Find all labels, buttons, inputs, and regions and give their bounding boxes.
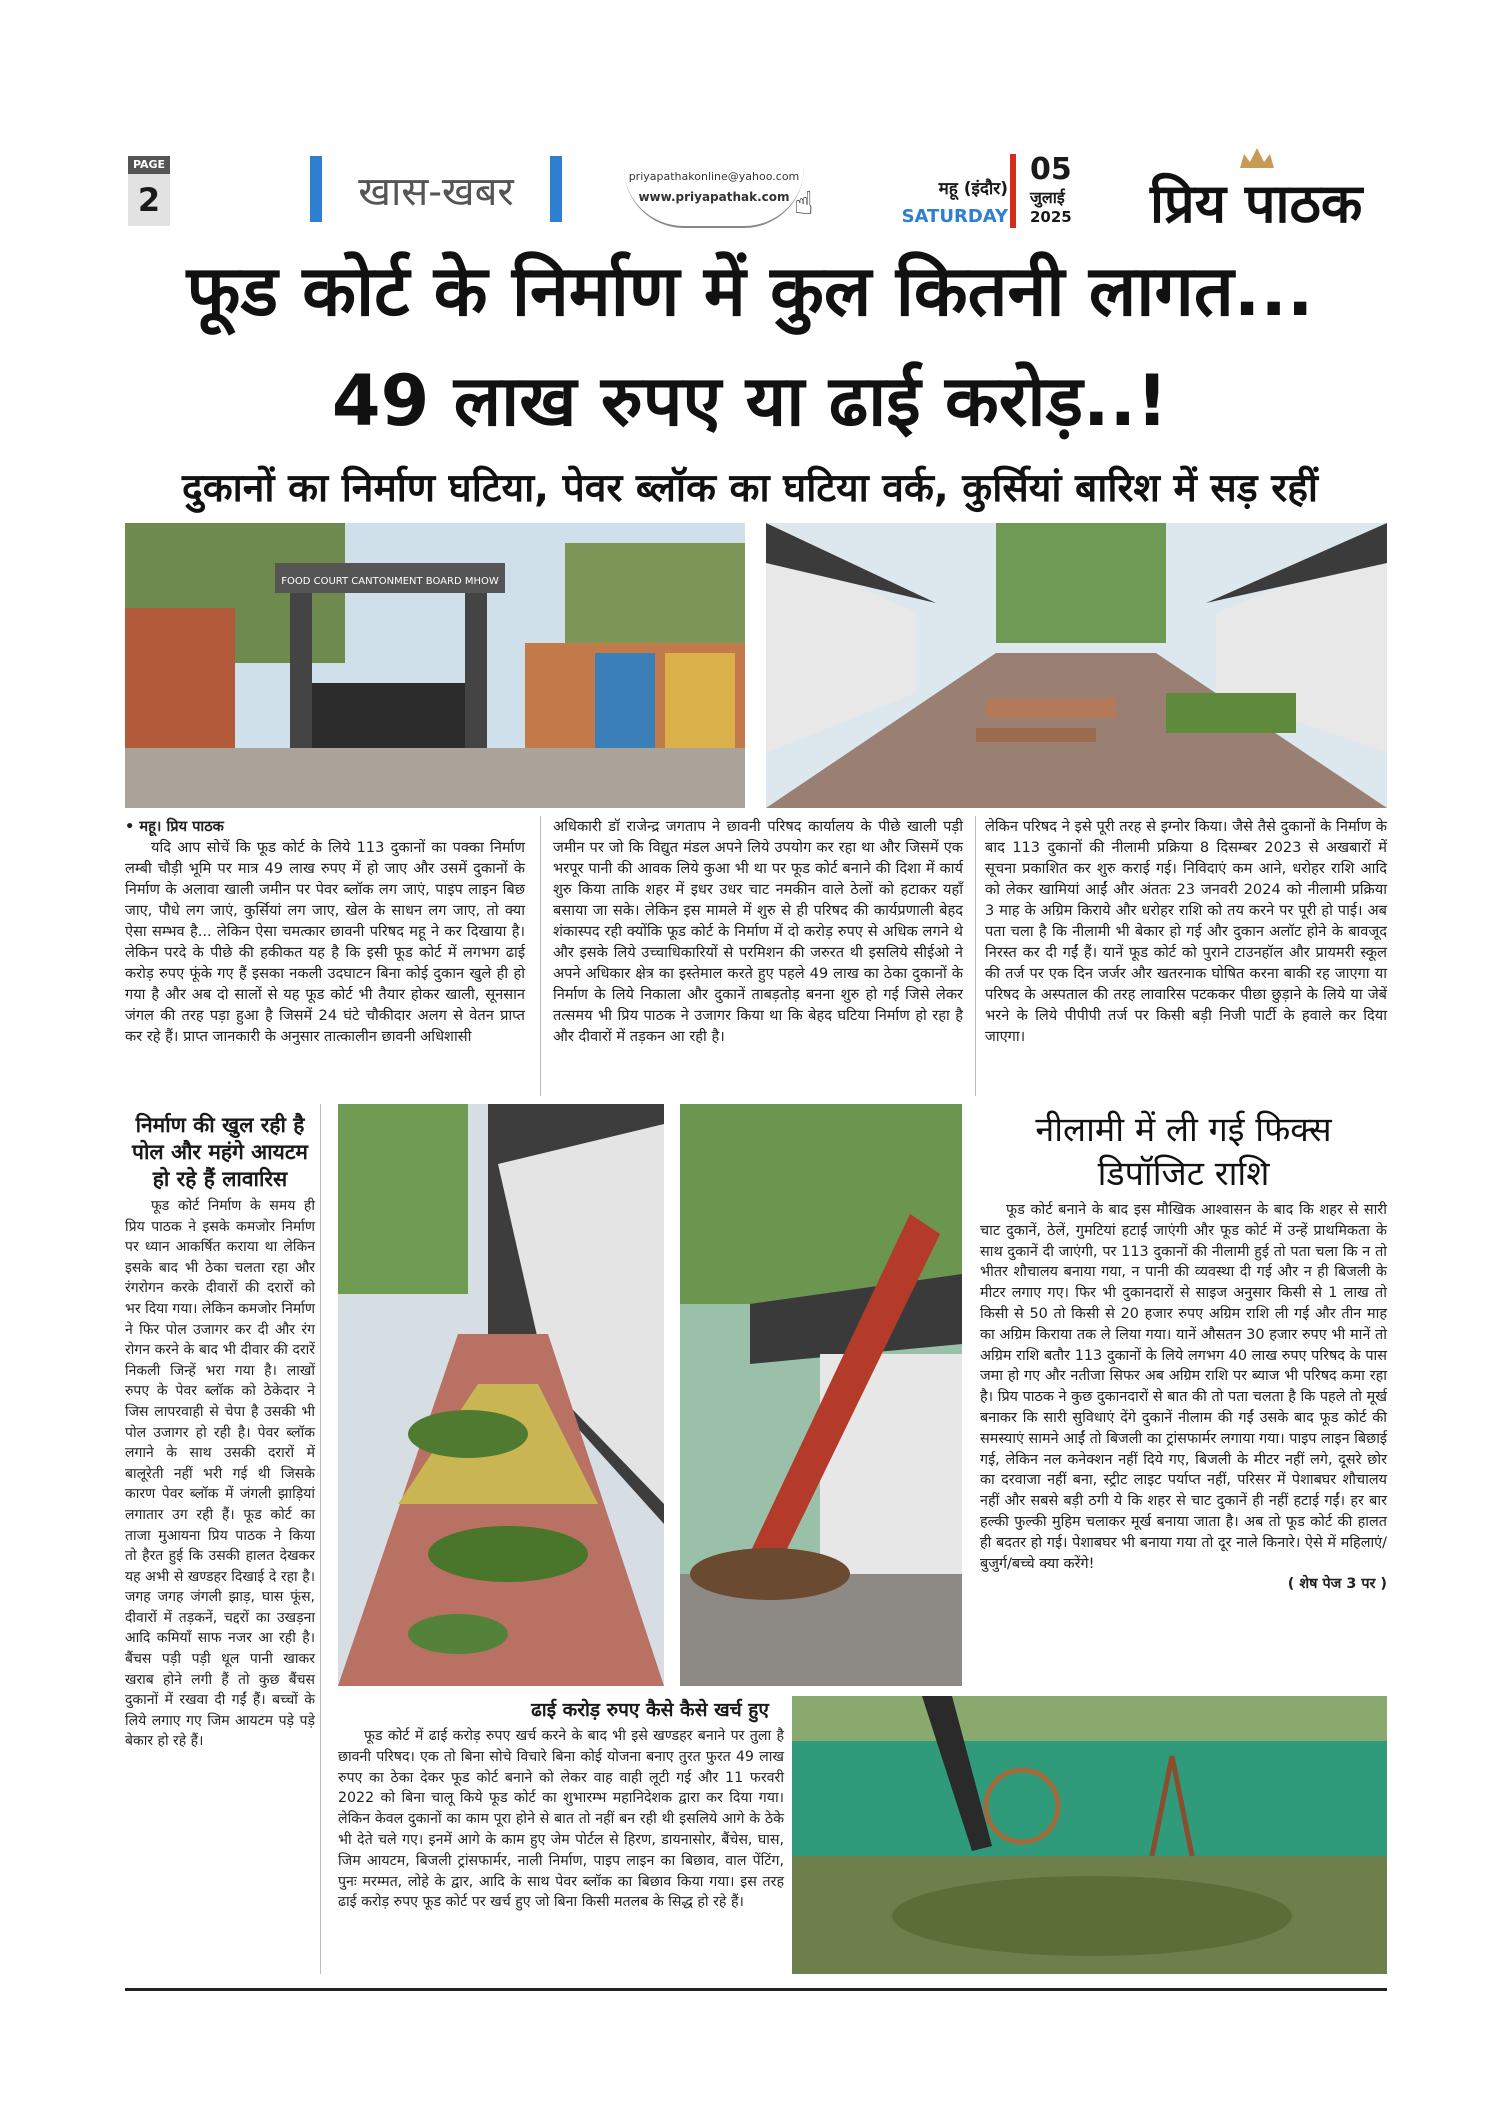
page-label: PAGE — [128, 156, 170, 174]
gate-sign-text: FOOD COURT CANTONMENT BOARD MHOW — [281, 576, 499, 587]
date-day: 05 — [1030, 152, 1072, 187]
city-text: महू (इंदौर) — [938, 179, 1008, 199]
bottom-rule — [125, 1988, 1387, 1991]
date-year: 2025 — [1030, 208, 1072, 226]
column-divider — [540, 816, 541, 1096]
weekday-text: SATURDAY — [901, 206, 1008, 227]
sidebar-heading: निर्माण की खुल रही है पोल और महंगे आयटम हो रहे हैं लावारिस — [132, 1113, 308, 1191]
expense-column — [338, 1726, 784, 1913]
brand-logo: प्रिय पाठक — [1150, 171, 1363, 235]
photo-broken-frame — [680, 1104, 962, 1686]
headline-line-1: फूड कोर्ट के निर्माण में कुल कितनी लागत... — [186, 250, 1314, 332]
sidebar-divider — [320, 1104, 321, 1974]
headline-line-2: 49 लाख रुपए या ढाई करोड़..! — [331, 360, 1169, 442]
pointing-hand-icon: ☝ — [794, 184, 814, 222]
deposit-column — [980, 1200, 1387, 1595]
article-column-1 — [125, 816, 525, 1047]
email-text: priyapathakonline@yahoo.com — [628, 170, 800, 183]
contact-block — [624, 166, 804, 228]
subheadline: दुकानों का निर्माण घटिया, पेवर ब्लॉक का घटिया वर्क, कुर्सियां बारिश में सड़ रहीं — [181, 466, 1319, 511]
expense-heading: ढाई करोड़ रुपए कैसे कैसे खर्च हुए — [531, 1699, 769, 1721]
article-column-3 — [985, 816, 1387, 1047]
deposit-heading — [980, 1108, 1387, 1196]
page-number: 2 — [128, 174, 170, 226]
deposit-heading-line-1: नीलामी में ली गई फिक्स — [1035, 1110, 1332, 1150]
article-dateline: • महू। प्रिय पाठक — [125, 818, 224, 835]
page-badge — [128, 156, 170, 226]
column-divider — [975, 816, 976, 1096]
article-column-2 — [553, 816, 963, 1047]
continued-note: ( शेष पेज 3 पर ) — [1287, 1576, 1387, 1593]
section-label — [310, 156, 562, 222]
sidebar-text: फूड कोर्ट निर्माण के समय ही प्रिय पाठक ने इसके कमजोर निर्माण पर ध्यान आकर्षित कराया था लेकिन इसके बाद भी ठेका चलता रहा और रंगरोगन करके दीवारों की दरारों को भर दिया गया। लेकिन कमजोर निर्माण ने फिर पोल उजागर कर दी और रंग रोगन करने के बाद भी दीवार की दरारें निकली जिन्हें भरा गया है। लाखों रुपए के पेवर ब्लॉक को ठेकेदार ने जिस लापरवाही से चेपा है उसकी भी पोल उजागर हो रही है। पेवर ब्लॉक लगाने के साथ उसकी दरारों में बालूरेती नहीं भरी गई थी जिसके कारण पेवर ब्लॉक में जंगली झाड़ियां लगातार उग रही हैं। फूड कोर्ट का ताजा मुआयना प्रिय पाठक ने किया तो हैरत हुई कि उसकी हालत देखकर यह अभी से खण्डहर दिखाई दे रहा है। जगह जगह जंगली झाड़, घास फूंस, दीवारों में तड़कनें, चद्दरों का उखड़ना आदि कमियाँ साफ नजर आ रही है। बैंचस पड़ी पड़ी धूल पानी खाकर खराब होने लगी हैं तो कुछ बैंचस दुकानों में रखवा दी गईं हैं। बच्चों के लिये लगाए गए जिम आयटम पड़े पड़े बेकार हो रहे हैं। — [125, 1198, 315, 1750]
deposit-heading-line-2: डिपॉजिट राशि — [1097, 1154, 1270, 1194]
sidebar-column — [125, 1196, 315, 1752]
section-title: खास-खबर — [358, 169, 514, 215]
photo-playground-net — [792, 1696, 1387, 1974]
expense-text: फूड कोर्ट में ढाई करोड़ रुपए खर्च करने के बाद भी इसे खण्डहर बनाने पर तुला है छावनी परिषद। एक तो बिना सोचे विचारे बिना कोई योजना बनाए तुरत फुरत 49 लाख रुपए का ठेका देकर फूड कोर्ट बनाने को लेकर वाह वाही लूटी गई और 11 फरवरी 2022 को बिना चालू किये फूड कोर्ट का शुभारम्भ महानिदेशक द्वारा कर दिया गया। लेकिन केवल दुकानों का काम पूरा होने से बात तो नहीं बन रही थी इसलिये आगे के ठेके भी देते चले गए। इनमें आगे के काम हुए जेम पोर्टल से हिरण, डायनासोर, बैंचेस, घास, जिम आयटम, बिजली ट्रांसफार्मर, नाली निर्माण, पाइप लाइन का बिछाव, वाल पेंटिंग, पुनः मरम्मत, लोहे के द्वार, आदि के साथ पेवर ब्लॉक का बिछाव किया गया। इस तरह ढाई करोड़ रुपए फूड कोर्ट पर खर्च हुए जो बिना किसी मतलब के सिद्ध हो रहे हैं। — [338, 1728, 784, 1911]
article-column-1-text: यदि आप सोचें कि फूड कोर्ट के लिये 113 दुकानों का पक्का निर्माण लम्बी चौड़ी भूमि पर मात्र 49 लाख रुपए में हो जाए और उसमें दुकानों के निर्माण के अलावा खाली जमीन पर पेवर ब्लॉक लग जाएं, पाइप लाइन बिछ जाए, पौधे लग जाएं, कुर्सियां लग जाए, खेल के साधन लग जाए, तो क्या ऐसा सम्भव है... लेकिन ऐसा चमत्कार छावनी परिषद महू ने कर दिखाया है। लेकिन परदे के पीछे की हकीकत यह है कि इसी फूड कोर्ट में लगभग ढाई करोड़ रुपए फूंके गए हैं इसका नकली उदघाटन बिना कोई दुकान खुले ही हो गया है और अब दो सालों से यह फूड कोर्ट भी तैयार होकर खाली, सूनसान जंगल की तरह पड़ा हुआ है जिसमें 24 घंटे चौकीदार अलग से वेतन प्राप्त कर रहे हैं। प्राप्त जानकारी के अनुसार तात्कालीन छावनी अधिशासी — [125, 839, 525, 1045]
date-month: जुलाई — [1030, 188, 1065, 207]
header-divider — [1010, 154, 1016, 228]
article-column-2-text: अधिकारी डॉ राजेन्द्र जगताप ने छावनी परिषद कार्यालय के पीछे खाली पड़ी जमीन पर जो कि विद्युत मंडल अपने लिये उपयोग कर रहा था और जिसमें एक भरपूर पानी की आवक लिये कुआ भी था पर फूड कोर्ट बनाने की दिशा में कार्य शुरु किया ताकि शहर में इधर उधर चाट नमकीन वाले ठेलों को हटाकर यहाँ बसाया जा सके। लेकिन इस मामले में शुरु से ही परिषद की कार्यप्रणाली बेहद शंकास्पद रही क्योंकि फूड कोर्ट के निर्माण में दो करोड़ रुपए से अधिक लगने थे और इसके लिये उच्चाधिकारियों से परमिशन की जरुरत थी इसलिये सीईओ ने अपने अधिकार क्षेत्र का इस्तेमाल करते हुए पहले 49 लाख का ठेका दुकानों के निर्माण के लिये निकाला और दुकानें ताबड़तोड़ बनना शुरु हो गई जिसे लेकर तत्समय भी प्रिय पाठक ने उजागर किया था कि बेहद घटिया निर्माण हो रहा है और दीवारों में तड़कन आ रही है। — [553, 818, 963, 1045]
website-text: www.priyapathak.com — [638, 190, 790, 204]
photo-food-court-gate — [125, 523, 745, 808]
article-column-3-text: लेकिन परिषद ने इसे पूरी तरह से इग्नोर किया। जैसे तैसे दुकानों के निर्माण के बाद 113 दुकानों की नीलामी प्रक्रिया 8 दिसम्बर 2023 से अखबारों में सूचना प्रकाशित कर शुरु कराई गई। निविदाएं कम आने, धरोहर राशि आदि को लेकर खामियां आईं और अंततः 23 जनवरी 2024 को नीलामी प्रक्रिया 3 माह के अग्रिम किराये और धरोहर राशि को तय करने पर पूरी हो पाई। अब पता चला है कि नीलामी भी बेकार हो गई और दुकान अलॉट होने के बावजूद निरस्त कर दी गईं हैं। यानें फूड कोर्ट को पुराने टाउनहॉल और प्रायमरी स्कूल की तर्ज पर एक दिन जर्जर और खतरनाक घोषित करना बाकी रह जाएगा या परिषद के अस्पताल की तरह लावारिस पटककर पीछा छुड़ाने के लिये या जेबें भरने के लिये पीपीपी तर्ज पर किसी बड़ी निजी पार्टी के हवाले कर दिया जाएगा। — [985, 818, 1387, 1045]
photo-overgrown-pavers — [338, 1104, 664, 1686]
photo-corridor-benches — [766, 523, 1387, 808]
deposit-text: फूड कोर्ट बनाने के बाद इस मौखिक आश्वासन के बाद कि शहर से सारी चाट दुकानें, ठेलें, गुमटियां हटाईं जाएंगी और फूड कोर्ट में उन्हें प्राथमिकता के साथ दुकानें दी जाएंगी, पर 113 दुकानों की नीलामी हुई तो पता चला कि न तो भीतर शौचालय बनाया गया, न पानी की व्यवस्था दी गई और न ही बिजली के मीटर लगाए गए। फिर भी दुकानदारों से साइज अनुसार किसी से 1 लाख तो किसी से 50 तो किसी से 20 हजार रुपए अग्रिम राशि ली गई और तीन माह का अग्रिम किराया तक ले लिया गया। यानें औसतन 30 हजार रुपए भी मानें तो अग्रिम राशि बतौर 113 दुकानों के लिये लगभग 40 लाख रुपए परिषद के पास जमा हो गए और नतीजा सिफर अब अग्रिम राशि पर ब्याज भी परिषद कमा रहा है। प्रिय पाठक ने कुछ दुकानदारों से बात की तो पता चलता है कि पहले तो मूर्ख बनाकर कि सारी सुविधाएं देंगे दुकानें नीलाम की गईं उसके बाद फूड कोर्ट की समस्याएं सामने आईं तो बिजली का ट्रांसफार्मर लगाया गया। पाइप लाइन बिछाई गई, लेकिन नल कनेक्शन नहीं दिये गए, बिजली के मीटर नहीं लगे, दूसरे छोर का दरवाजा नहीं बना, स्ट्रीट लाइट पर्याप्त नहीं, परिसर में पेशाबघर शौचालय नहीं और सबसे बड़ी ठगी ये कि शहर से चाट दुकानें ही नहीं हटाई गईं। हर बार हल्की फुल्की मुहिम चलाकर मूर्ख बनाया जाता है। अब तो फूड कोर्ट की हालत ही बदतर हो गई। पेशाबघर भी बनाया गया तो दूर नाले किनारे। ऐसे में महिलाएं/बुजुर्ग/बच्चे क्या करेंगे! — [980, 1202, 1387, 1572]
